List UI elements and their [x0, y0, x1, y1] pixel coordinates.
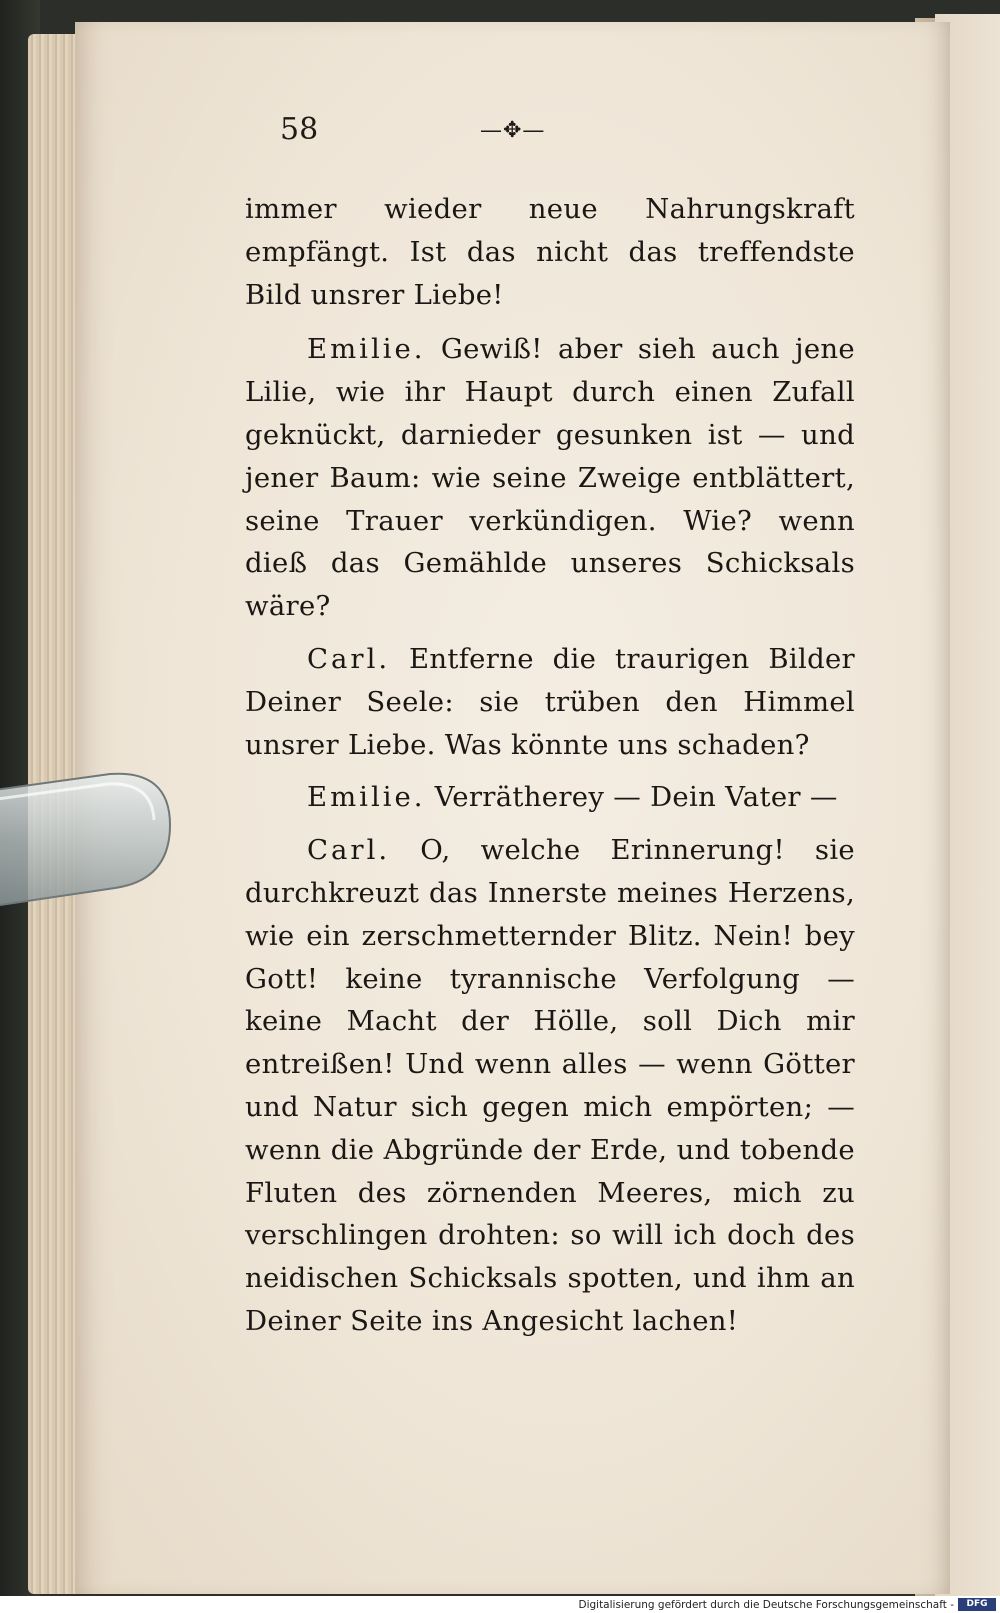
speaker-name: Emilie.: [307, 781, 426, 814]
paragraph-text: O, welche Erinnerung! sie durchkreuzt das Innerste meines Herzens, wie ein zerschmetternder Blitz. Nein! bey Gott! keine tyrannische Verfolgung — keine Macht der Hölle, soll Dich mir entreißen! Und wenn alles — wenn Götter und Natur sich gegen mich empörten; — wenn die Abgründe der Erde, und tobende Fluten des zörnenden Meeres, mich zu verschlingen drohten: so will ich doch des neidischen Schicksals spotten, und ihm an Deiner Seite ins Angesicht lachen!: [245, 834, 855, 1337]
page-text: [245, 188, 855, 1353]
digitization-credit: Digitalisierung gefördert durch die Deutsche Forschungsgemeinschaft -: [578, 1599, 954, 1611]
paragraph-text: Verrätherey — Dein Vater —: [425, 781, 838, 814]
dialogue-paragraph: [245, 328, 855, 628]
dialogue-paragraph: [245, 776, 855, 819]
speaker-name: Carl.: [307, 834, 391, 867]
page-number: 58: [280, 112, 319, 147]
dialogue-paragraph: [245, 638, 855, 766]
paragraph-text: Gewiß! aber sieh auch jene Lilie, wie ihr Haupt durch einen Zufall geknückt, darnieder gesunken ist — und jener Baum: wie seine Zweige entblättert, seine Trauer verkündigen. Wie? wenn dieß das Gemählde unseres Schicksals wäre?: [245, 333, 855, 623]
dialogue-paragraph: [245, 829, 855, 1343]
page-clip-holder: [0, 770, 175, 910]
speaker-name: Carl.: [307, 642, 391, 675]
paragraph-continuation: [245, 188, 855, 316]
header-ornament: —✥—: [480, 118, 546, 143]
page-header: [280, 112, 880, 162]
paragraph-text: immer wieder neue Nahrungskraft empfängt. Ist das nicht das treffendste Bild unsrer Liebe!: [245, 193, 855, 311]
dfg-logo: DFG: [958, 1598, 996, 1611]
speaker-name: Emilie.: [307, 333, 426, 366]
paragraph-text: Entferne die traurigen Bilder Deiner Seele: sie trüben den Himmel unsrer Liebe. Was könnte uns schaden?: [245, 642, 855, 761]
